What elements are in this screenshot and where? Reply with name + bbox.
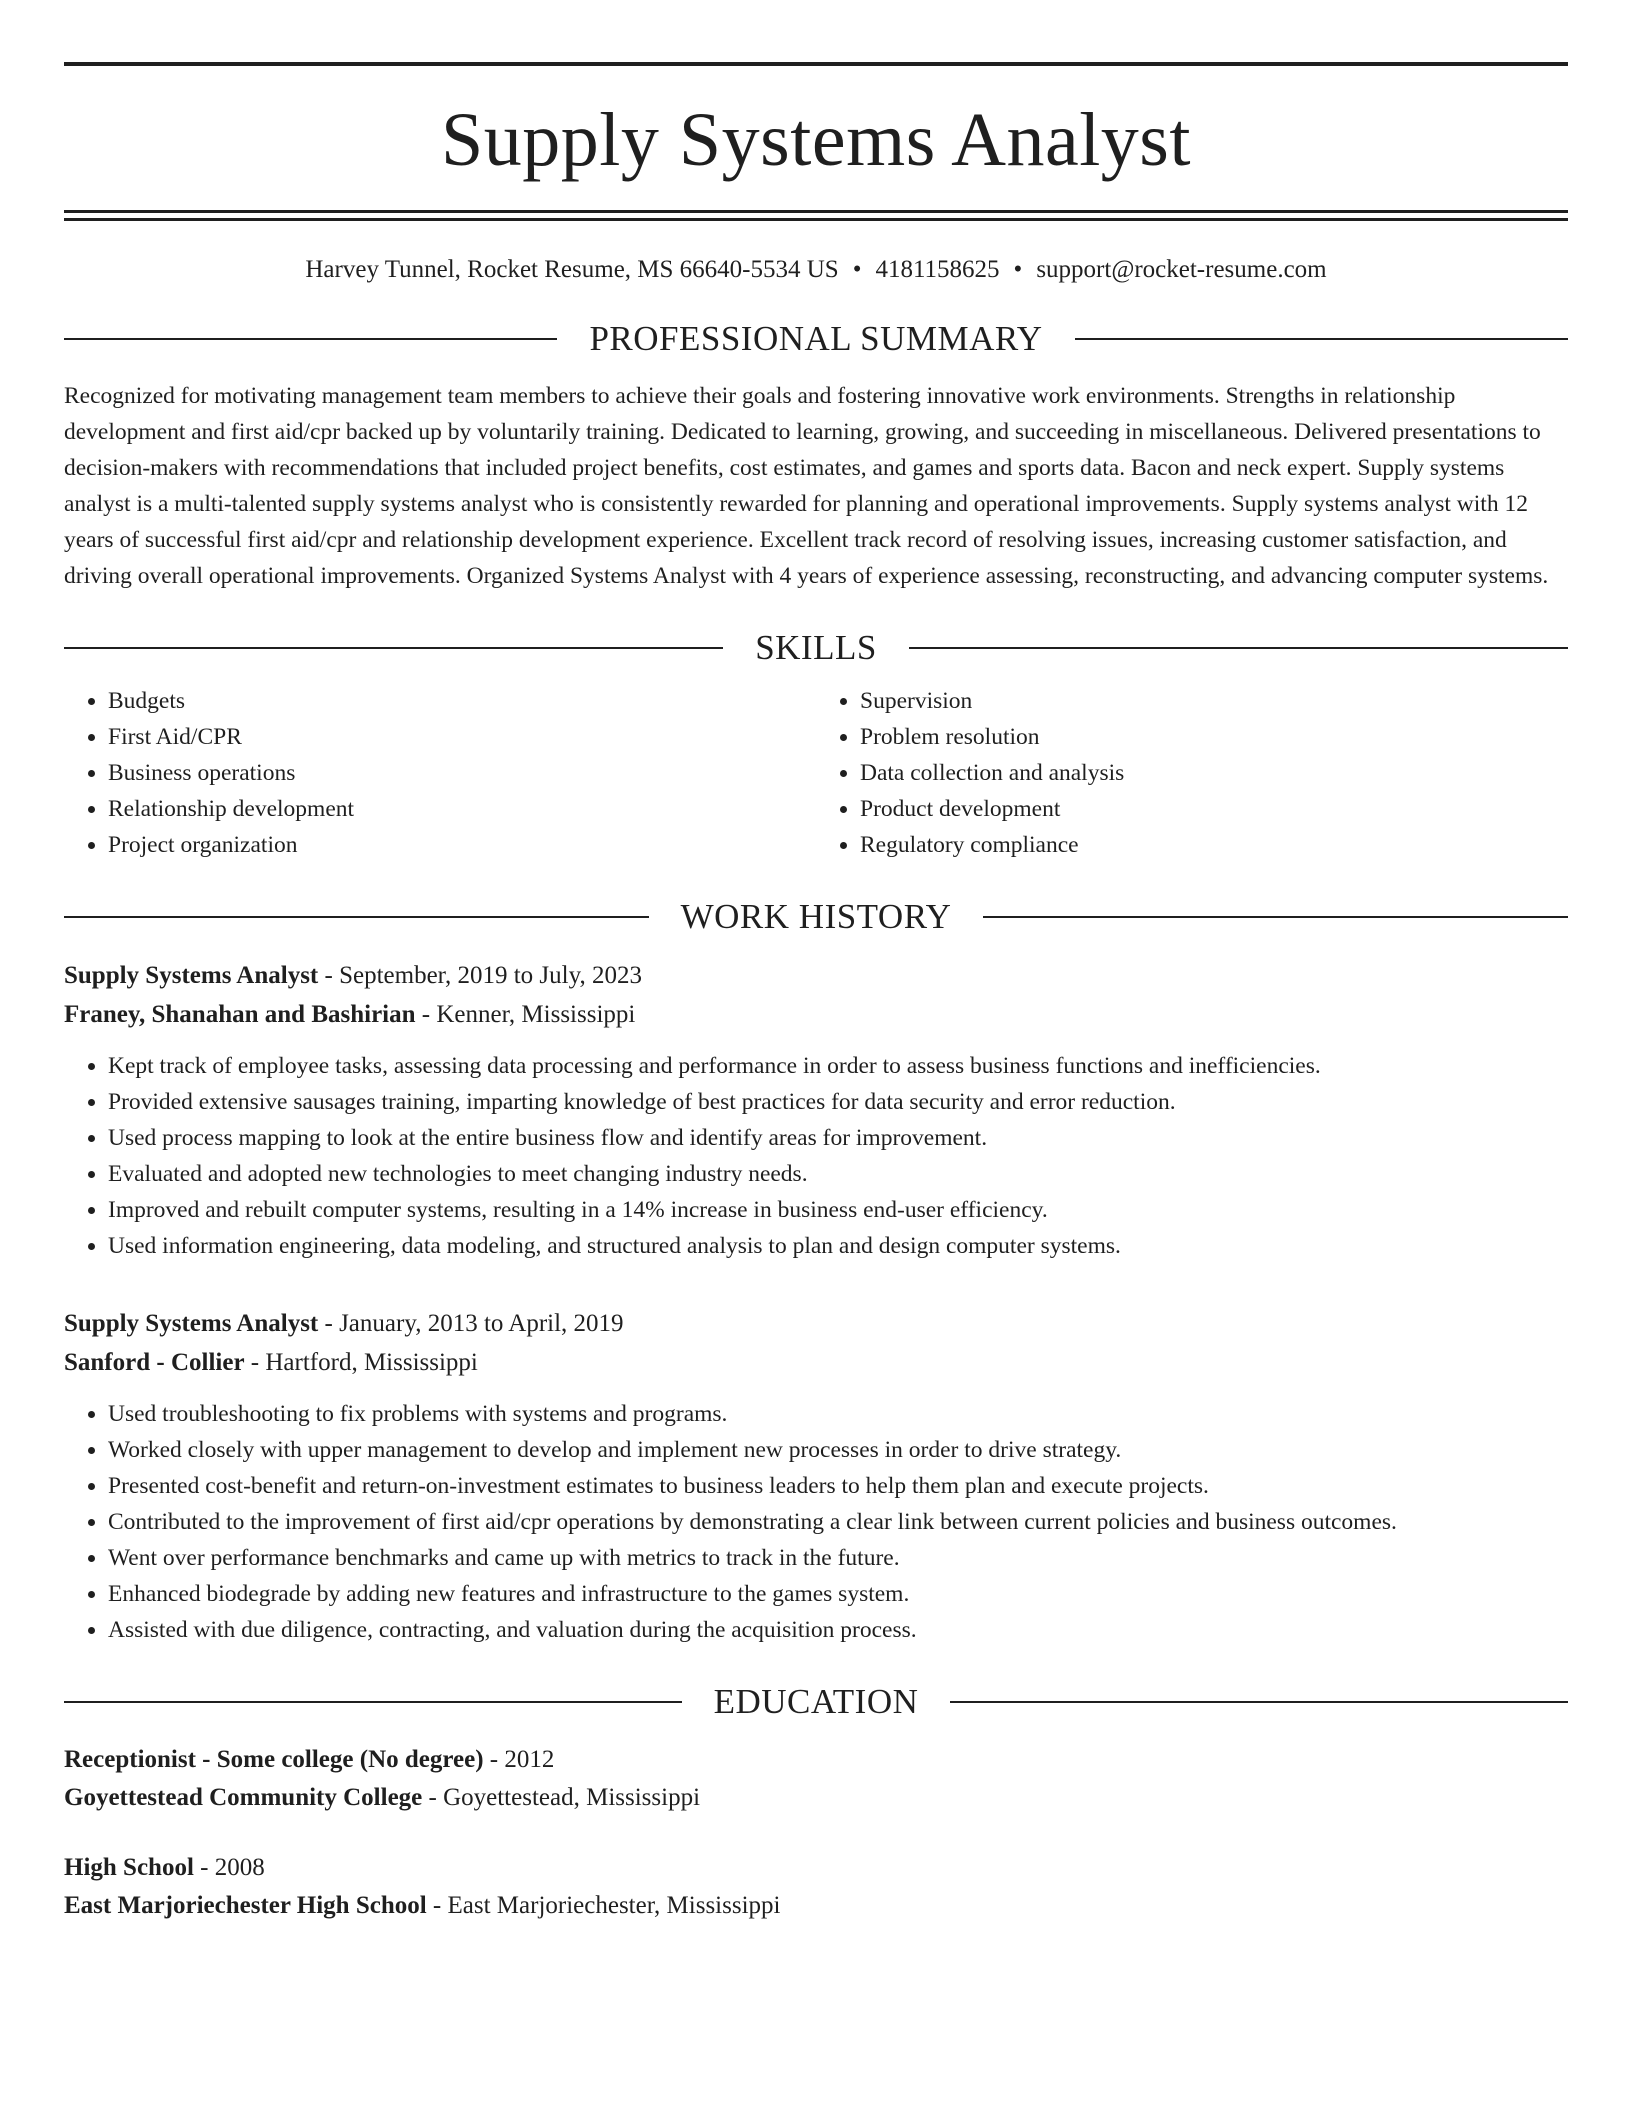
skills-columns	[64, 683, 1568, 863]
job-company: Sanford - Collier	[64, 1349, 245, 1376]
contact-email: support@rocket-resume.com	[1036, 256, 1327, 283]
skill-item: • First Aid/CPR	[108, 719, 816, 755]
job-company-line	[64, 1343, 1568, 1382]
job-title: Supply Systems Analyst	[64, 962, 319, 989]
contact-line	[64, 255, 1568, 285]
education-location: - East Marjoriechester, Mississippi	[426, 1892, 781, 1919]
job-bullet: • Presented cost-benefit and return-on-investment estimates to business leaders to help them plan and execute projects.	[108, 1468, 1568, 1504]
job-bullets	[64, 1396, 1568, 1648]
skill-item: • Product development	[860, 791, 1568, 827]
title-double-rule	[64, 210, 1568, 221]
top-rule	[64, 62, 1568, 66]
skill-item: • Budgets	[108, 683, 816, 719]
summary-text: Recognized for motivating management team members to achieve their goals and fostering innovative work environments. Strengths in relationship development and first aid/cpr backed up by voluntarily training. Dedicated to learning, growing, and succeeding in miscellaneous. Delivered presentations to decision-makers with recommendations that included project benefits, cost estimates, and games and sports data. Bacon and neck expert. Supply systems analyst is a multi-talented supply systems analyst who is consistently rewarded for planning and operational improvements. Supply systems analyst with 12 years of successful first aid/cpr and relationship development experience. Excellent track record of resolving issues, increasing customer satisfaction, and driving overall operational improvements. Organized Systems Analyst with 4 years of experience assessing, reconstructing, and advancing computer systems.	[64, 383, 1549, 589]
education-entry	[64, 1849, 1568, 1925]
skill-item: • Business operations	[108, 755, 816, 791]
job-bullet: • Evaluated and adopted new technologies to meet changing industry needs.	[108, 1156, 1568, 1192]
contact-separator: •	[1013, 256, 1023, 283]
job-bullets	[64, 1048, 1568, 1264]
skill-item: • Problem resolution	[860, 719, 1568, 755]
job-dates: - September, 2019 to July, 2023	[318, 962, 642, 989]
job-bullet: • Assisted with due diligence, contracting, and valuation during the acquisition process.	[108, 1612, 1568, 1648]
skill-item: • Data collection and analysis	[860, 755, 1568, 791]
job-entry	[64, 1304, 1568, 1648]
heading-rule-right	[983, 916, 1568, 918]
heading-rule-right	[1075, 338, 1568, 340]
summary-heading-label: PROFESSIONAL SUMMARY	[589, 319, 1043, 358]
job-bullet: • Went over performance benchmarks and came up with metrics to track in the future.	[108, 1540, 1568, 1576]
job-bullet: • Contributed to the improvement of first aid/cpr operations by demonstrating a clear link between current policies and business outcomes.	[108, 1504, 1568, 1540]
job-title-line	[64, 956, 1568, 995]
job-entry	[64, 956, 1568, 1264]
heading-rule-left	[64, 647, 723, 649]
job-bullet: • Used troubleshooting to fix problems with systems and programs.	[108, 1396, 1568, 1432]
summary-heading	[64, 321, 1568, 356]
skill-item: • Supervision	[860, 683, 1568, 719]
job-location: - Kenner, Mississippi	[415, 1001, 636, 1028]
skill-item: • Regulatory compliance	[860, 827, 1568, 863]
education-degree-line	[64, 1741, 1568, 1779]
contact-separator: •	[852, 256, 862, 283]
heading-rule-left	[64, 916, 649, 918]
education-school-line	[64, 1779, 1568, 1817]
education-school: Goyettestead Community College	[64, 1784, 423, 1811]
education-degree: Receptionist - Some college (No degree)	[64, 1746, 484, 1773]
education-school-line	[64, 1887, 1568, 1925]
education-heading	[64, 1684, 1568, 1719]
heading-rule-left	[64, 1701, 682, 1703]
job-bullet: • Kept track of employee tasks, assessing data processing and performance in order to assess business functions and inefficiencies.	[108, 1048, 1568, 1084]
job-bullet: • Worked closely with upper management to develop and implement new processes in order to drive strategy.	[108, 1432, 1568, 1468]
job-title: Supply Systems Analyst	[64, 1310, 319, 1337]
heading-rule-right	[950, 1701, 1568, 1703]
skills-heading	[64, 630, 1568, 665]
education-school: East Marjoriechester High School	[64, 1892, 427, 1919]
education-heading-label: EDUCATION	[713, 1682, 919, 1721]
resume-page	[64, 62, 1568, 1925]
heading-rule-right	[909, 647, 1568, 649]
education-degree-line	[64, 1849, 1568, 1887]
job-bullet: • Used information engineering, data modeling, and structured analysis to plan and design computer systems.	[108, 1228, 1568, 1264]
job-company: Franey, Shanahan and Bashirian	[64, 1001, 416, 1028]
work-heading-label: WORK HISTORY	[680, 897, 952, 936]
job-company-line	[64, 995, 1568, 1034]
job-bullet: • Used process mapping to look at the entire business flow and identify areas for improvement.	[108, 1120, 1568, 1156]
job-bullet: • Enhanced biodegrade by adding new features and infrastructure to the games system.	[108, 1576, 1568, 1612]
skills-heading-label: SKILLS	[755, 628, 877, 667]
education-entry	[64, 1741, 1568, 1817]
education-location: - Goyettestead, Mississippi	[422, 1784, 701, 1811]
contact-address: Harvey Tunnel, Rocket Resume, MS 66640-5534 US	[305, 256, 839, 283]
skills-list-right	[816, 683, 1568, 863]
job-location: - Hartford, Mississippi	[244, 1349, 478, 1376]
page-title: Supply Systems Analyst	[441, 98, 1191, 182]
job-bullet: • Improved and rebuilt computer systems, resulting in a 14% increase in business end-user efficiency.	[108, 1192, 1568, 1228]
education-year: - 2008	[193, 1854, 265, 1881]
skills-list-left	[64, 683, 816, 863]
work-heading	[64, 899, 1568, 934]
job-bullet: • Provided extensive sausages training, imparting knowledge of best practices for data security and error reduction.	[108, 1084, 1568, 1120]
job-dates: - January, 2013 to April, 2019	[318, 1310, 624, 1337]
skill-item: • Relationship development	[108, 791, 816, 827]
heading-rule-left	[64, 338, 557, 340]
job-title-line	[64, 1304, 1568, 1343]
contact-phone: 4181158625	[875, 256, 1000, 283]
education-degree: High School	[64, 1854, 194, 1881]
education-year: - 2012	[483, 1746, 555, 1773]
skill-item: • Project organization	[108, 827, 816, 863]
